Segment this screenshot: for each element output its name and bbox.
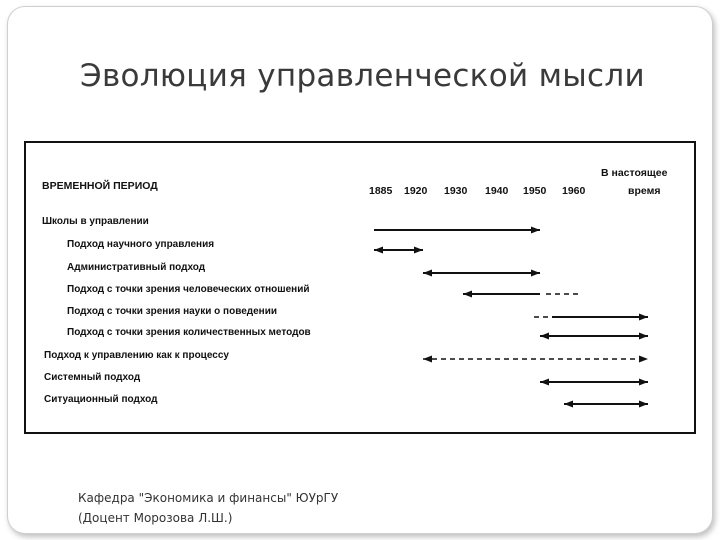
row-label-systems-approach: Системный подход bbox=[44, 372, 141, 383]
present-label-line1: В настоящее bbox=[601, 167, 668, 179]
timeline-arrow-row-6-right-arrowhead bbox=[639, 333, 648, 340]
row-label-situational-approach: Ситуационный подход bbox=[44, 394, 158, 405]
row-label-human-relations: Подход с точки зрения человеческих отношений bbox=[67, 284, 310, 295]
year-label-1920: 1920 bbox=[404, 185, 428, 197]
year-label-1930: 1930 bbox=[444, 185, 468, 197]
timeline-arrow-row-6-left-arrowhead bbox=[540, 333, 549, 340]
timeline-figure bbox=[24, 141, 696, 434]
timeline-arrow-row-9-left-arrowhead bbox=[564, 401, 573, 408]
slide-title: Эволюция управленческой мысли bbox=[80, 58, 645, 94]
year-label-1940: 1940 bbox=[485, 185, 509, 197]
year-label-1885: 1885 bbox=[369, 185, 393, 197]
timeline-arrow-row-2-right-arrowhead bbox=[414, 247, 423, 254]
timeline-arrow-row-8-right-arrowhead bbox=[639, 379, 648, 386]
timeline-arrow-row-7-right-arrowhead bbox=[639, 356, 648, 363]
row-label-administrative: Административный подход bbox=[67, 262, 206, 273]
header-label: ВРЕМЕННОЙ ПЕРИОД bbox=[42, 180, 158, 192]
timeline-arrow-row-3-right-arrowhead bbox=[531, 270, 540, 277]
footer bbox=[78, 488, 338, 528]
timeline-arrow-row-2-left-arrowhead bbox=[374, 247, 383, 254]
timeline-arrow-row-9-right-arrowhead bbox=[639, 401, 648, 408]
present-label-line2: время bbox=[628, 185, 661, 197]
timeline-arrow-row-5-right-arrowhead bbox=[639, 314, 648, 321]
timeline-arrow-row-4-left-arrowhead bbox=[463, 291, 472, 298]
timeline-arrow-row-1-right-arrowhead bbox=[531, 227, 540, 234]
row-label-quantitative-methods: Подход с точки зрения количественных методов bbox=[67, 327, 311, 338]
timeline-arrow-row-7-left-arrowhead bbox=[423, 356, 432, 363]
row-label-process-approach: Подход к управлению как к процессу bbox=[44, 350, 229, 361]
row-label-scientific-management: Подход научного управления bbox=[67, 239, 215, 250]
footer-line-department: Кафедра "Экономика и финансы" ЮУрГУ bbox=[78, 491, 339, 505]
footer-line-author: (Доцент Морозова Л.Ш.) bbox=[78, 511, 233, 525]
timeline-arrow-row-8-left-arrowhead bbox=[540, 379, 549, 386]
year-label-1950: 1950 bbox=[523, 185, 547, 197]
row-label-behavioral-science: Подход с точки зрения науки о поведении bbox=[67, 306, 278, 317]
timeline-arrow-row-3-left-arrowhead bbox=[423, 270, 432, 277]
row-label-schools: Школы в управлении bbox=[42, 216, 149, 227]
year-label-1960: 1960 bbox=[562, 185, 586, 197]
